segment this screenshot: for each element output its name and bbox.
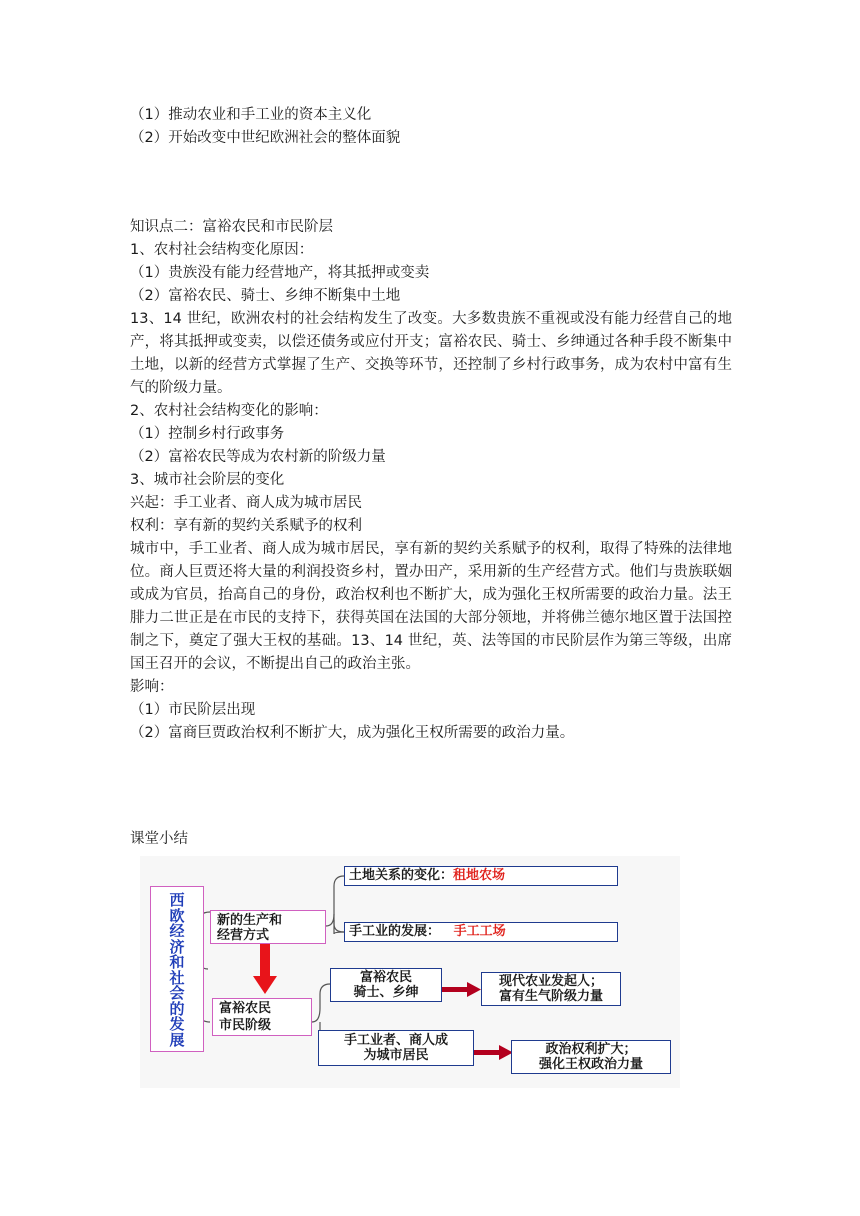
impact-label: 影响： [130, 679, 174, 695]
title-char: 和 [169, 953, 185, 971]
group2-box [318, 1030, 474, 1066]
impact-item-2: （2）富商巨贾政治权利不断扩大，成为强化王权所需要的政治力量。 [130, 725, 575, 741]
title-char: 济 [169, 937, 185, 956]
sub1-heading: 1、农村社会结构变化原因： [130, 242, 314, 258]
new-mode-box [210, 910, 326, 944]
group2-line-2: 为城市居民 [363, 1048, 429, 1063]
result1-line-2: 富有生气阶级力量 [498, 989, 603, 1004]
section2-heading: 知识点二：富裕农民和市民阶层 [130, 219, 333, 235]
sub3-heading: 3、城市社会阶层的变化 [130, 472, 285, 488]
sub2-heading: 2、农村社会结构变化的影响： [130, 403, 328, 419]
title-char: 展 [169, 1030, 185, 1049]
title-char: 经 [169, 922, 185, 940]
group2-line-1: 手工业者、商人成 [343, 1033, 448, 1048]
rich-farmer-label: 富裕农民 [219, 1001, 272, 1016]
summary-diagram [140, 856, 680, 1088]
result1-line-1: 现代农业发起人； [498, 974, 603, 989]
citizen-label: 市民阶级 [219, 1018, 272, 1033]
title-char: 的 [169, 999, 185, 1018]
summary-heading: 课堂小结 [130, 831, 188, 847]
impact-item-1: （1）市民阶层出现 [130, 702, 256, 718]
diagram-title-box [150, 886, 204, 1052]
sub2-item-1: （1）控制乡村行政事务 [130, 426, 285, 442]
result2-line-1: 政治权利扩大； [545, 1042, 637, 1057]
class-box [212, 998, 312, 1036]
title-char: 发 [169, 1015, 185, 1033]
paragraph-urban: 城市中，手工业者、商人成为城市居民，享有新的契约关系赋予的权利，取得了特殊的法律地位。商人巨贾还将大量的利润投资乡村，置办田产，采用新的生产经营方式。他们与贵族联姻或成为官员，抬高自己的身份，政治权利也不断扩大，成为强化王权所需要的政治力量。法王腓力二世正是在市民的支持下，获得英国在法国的大部分领地，并将佛兰德尔地区置于法国控制之下，奠定了强大王权的基础。13、14 世纪，英、法等国的市民阶层作为第三等级，出席国王召开的会议，不断提出自己的政治主张。 [130, 541, 732, 673]
title-char: 社 [169, 968, 185, 987]
result2-line-2: 强化王权政治力量 [538, 1057, 643, 1072]
down-arrow-head [253, 976, 277, 994]
title-char: 会 [169, 984, 185, 1002]
group1-line-1: 富裕农民 [359, 970, 412, 985]
title-char: 欧 [169, 906, 185, 925]
result2-box [511, 1040, 671, 1074]
top-item-1: （1）推动农业和手工业的资本主义化 [130, 107, 372, 123]
sub2-item-2: （2）富裕农民等成为农村新的阶级力量 [130, 449, 386, 465]
title-char: 西 [169, 891, 185, 909]
rise-line: 兴起：手工业者、商人成为城市居民 [130, 495, 362, 511]
craft-label: 手工业的发展： [349, 924, 441, 939]
craft-value: 手工工场 [453, 924, 506, 939]
craft-box [344, 922, 618, 942]
new-mode-line-1: 新的生产和 [217, 913, 283, 928]
down-arrow-shaft [260, 944, 270, 978]
group1-line-2: 骑士、乡绅 [353, 985, 419, 1000]
group1-box [330, 968, 442, 1002]
right-arrow-2-shaft [474, 1050, 500, 1055]
land-box [344, 866, 618, 886]
paragraph-rural: 13、14 世纪，欧洲农村的社会结构发生了改变。大多数贵族不重视或没有能力经营自己的地产，将其抵押或变卖，以偿还债务或应付开支；富裕农民、骑士、乡绅通过各种手段不断集中土地，以新的经营方式掌握了生产、交换等环节，还控制了乡村行政事务，成为农村中富有生气的阶级力量。 [130, 311, 732, 397]
rights-line: 权利：享有新的契约关系赋予的权利 [130, 518, 362, 534]
right-arrow-1-head [467, 982, 481, 997]
sub1-item-1: （1）贵族没有能力经营地产，将其抵押或变卖 [130, 265, 430, 281]
right-arrow-1-shaft [442, 987, 468, 992]
top-item-2: （2）开始改变中世纪欧洲社会的整体面貌 [130, 130, 401, 146]
sub1-item-2: （2）富裕农民、骑士、乡绅不断集中土地 [130, 288, 401, 304]
land-label: 土地关系的变化： [349, 868, 454, 883]
land-value: 租地农场 [453, 868, 506, 883]
new-mode-line-2: 经营方式 [217, 928, 270, 943]
result1-box [481, 972, 621, 1006]
